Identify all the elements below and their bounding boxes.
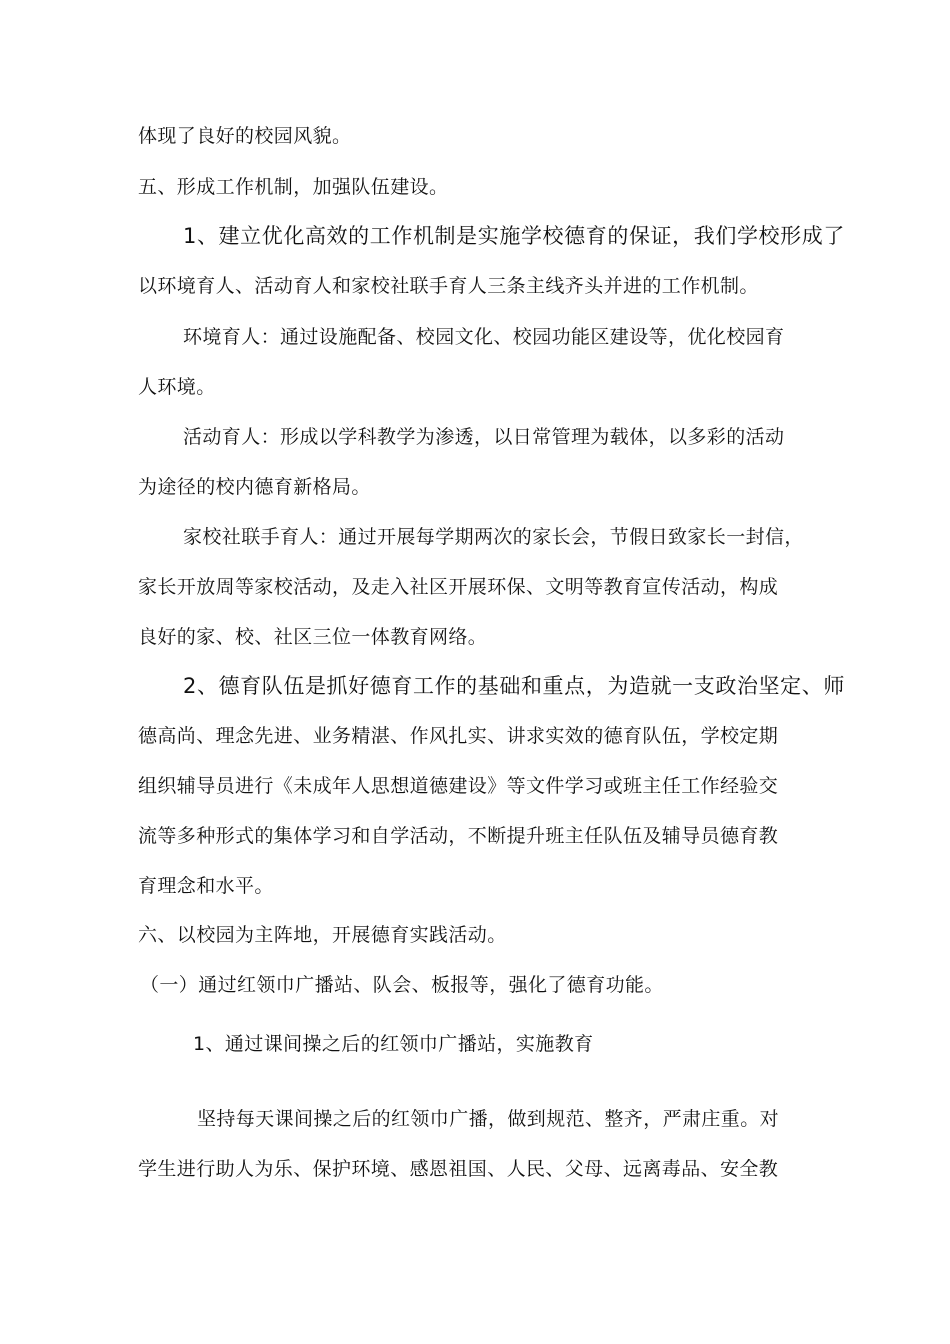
section-heading: 六、以校园为主阵地，开展德育实践活动。 [138,924,507,946]
paragraph-line: 良好的家、校、社区三位一体教育网络。 [138,626,488,648]
paragraph-line: 为途径的校内德育新格局。 [138,476,371,498]
section-heading: 五、形成工作机制，加强队伍建设。 [138,176,449,198]
paragraph-line: 1、建立优化高效的工作机制是实施学校德育的保证，我们学校形成了 [183,224,845,248]
paragraph-line: 德高尚、理念先进、业务精湛、作风扎实、讲求实效的德育队伍，学校定期 [138,725,779,747]
paragraph-line: 人环境。 [138,376,216,398]
subsection-heading: （一）通过红领巾广播站、队会、板报等，强化了德育功能。 [140,974,664,996]
paragraph-line: 组织辅导员进行《未成年人思想道德建设》等文件学习或班主任工作经验交 [138,775,779,797]
subsection-item: 1、通过课间操之后的红领巾广播站，实施教育 [193,1033,594,1055]
paragraph-line: 育理念和水平。 [138,875,274,897]
paragraph-line: 以环境育人、活动育人和家校社联手育人三条主线齐头并进的工作机制。 [138,275,759,297]
paragraph-line: 2、德育队伍是抓好德育工作的基础和重点，为造就一支政治坚定、师 [183,674,845,698]
paragraph-line: 学生进行助人为乐、保护环境、感恩祖国、人民、父母、远离毒品、安全教 [138,1158,779,1180]
paragraph-line: 环境育人：通过设施配备、校园文化、校园功能区建设等，优化校园育 [183,326,785,348]
paragraph-line: 家校社联手育人：通过开展每学期两次的家长会，节假日致家长一封信， [183,526,804,548]
paragraph-line: 家长开放周等家校活动，及走入社区开展环保、文明等教育宣传活动，构成 [138,576,779,598]
paragraph-line: 流等多种形式的集体学习和自学活动，不断提升班主任队伍及辅导员德育教 [138,825,779,847]
paragraph-line: 活动育人：形成以学科教学为渗透，以日常管理为载体，以多彩的活动 [183,426,785,448]
paragraph-line: 坚持每天课间操之后的红领巾广播，做到规范、整齐，严肃庄重。对 [197,1108,780,1130]
text-line: 体现了良好的校园风貌。 [138,125,352,147]
